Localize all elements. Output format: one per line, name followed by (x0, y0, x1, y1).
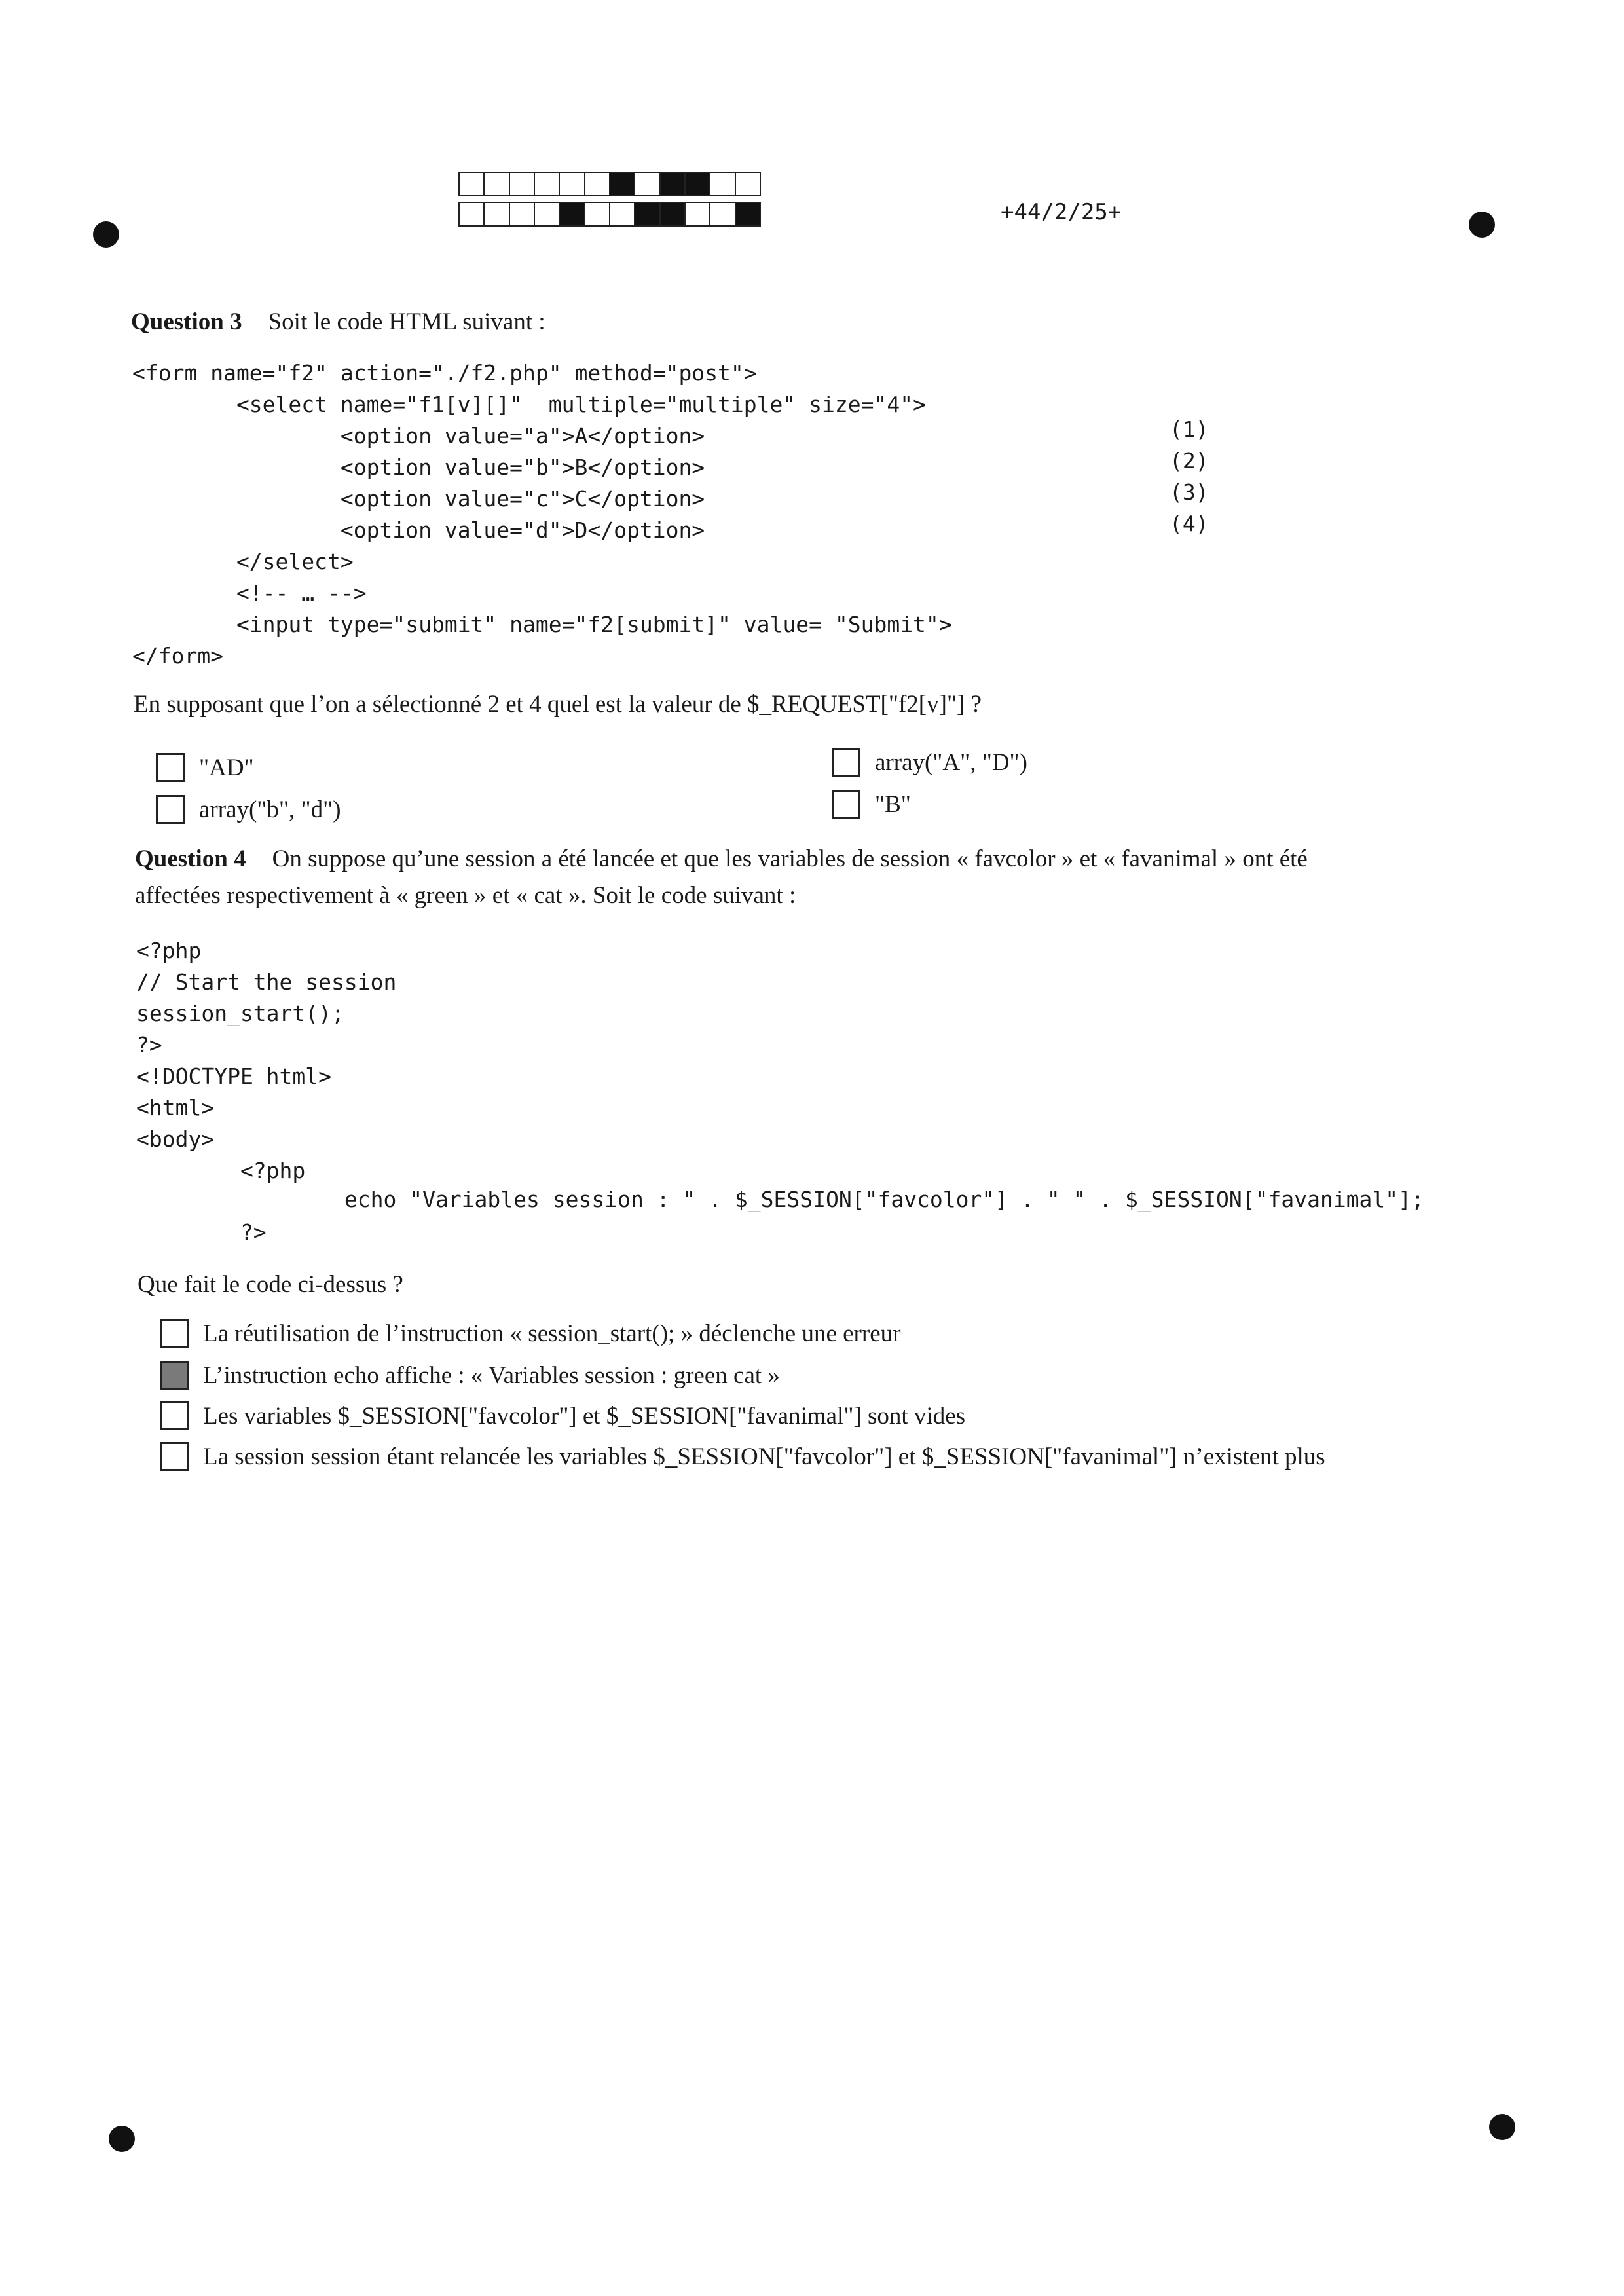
option-label: L’instruction echo affiche : « Variables session : green cat » (203, 1361, 780, 1389)
question-4-intro-continued: affectées respectivement à « green » et « cat ». Soit le code suivant : (135, 882, 796, 909)
answer-option[interactable] (160, 1361, 780, 1390)
question-3-heading (131, 308, 545, 336)
line-number: (2) (1170, 448, 1209, 473)
code-line: <html> (136, 1095, 215, 1120)
barcode-cell (559, 172, 585, 196)
checkbox[interactable] (832, 748, 860, 777)
code-line: <?php (136, 938, 202, 963)
barcode-cell (684, 202, 710, 227)
question-label: Question 3 (131, 308, 242, 335)
option-label: array("A", "D") (875, 749, 1027, 776)
code-line: <input type="submit" name="f2[submit]" value= "Submit"> (132, 612, 952, 637)
answer-option[interactable] (832, 790, 911, 819)
barcode-cell (458, 202, 485, 227)
answer-option[interactable] (160, 1442, 1325, 1471)
line-number: (1) (1170, 417, 1209, 442)
checkbox[interactable] (160, 1401, 189, 1430)
code-line: </form> (132, 643, 224, 669)
barcode-cell (584, 202, 610, 227)
option-label: La session session étant relancée les variables $_SESSION["favcolor"] et $_SESSION["favanimal"] n’existent plus (203, 1443, 1325, 1470)
code-line: </select> (132, 549, 354, 574)
option-label: array("b", "d") (199, 796, 341, 823)
question-intro: On suppose qu’une session a été lancée et que les variables de session « favcolor » et « favanimal » ont été (272, 845, 1308, 872)
barcode-cell (534, 172, 560, 196)
checkbox[interactable] (160, 1442, 189, 1471)
barcode-cell (659, 202, 686, 227)
answer-option[interactable] (160, 1319, 900, 1348)
question-4-prompt: Que fait le code ci-dessus ? (138, 1271, 403, 1298)
code-line: <option value="a">A</option> (132, 423, 705, 449)
barcode-cell (634, 202, 660, 227)
line-number: (3) (1170, 479, 1209, 505)
barcode-row (458, 172, 760, 196)
option-label: La réutilisation de l’instruction « session_start(); » déclenche une erreur (203, 1320, 901, 1347)
code-line: // Start the session (136, 969, 397, 995)
code-line: <option value="d">D</option> (132, 517, 705, 543)
barcode-cell (735, 202, 761, 227)
barcode-cell (509, 202, 535, 227)
option-label: "AD" (199, 754, 254, 781)
barcode-cell (609, 202, 635, 227)
checkbox-checked[interactable] (160, 1361, 189, 1390)
line-number: (4) (1170, 511, 1209, 536)
barcode-cell (735, 172, 761, 196)
code-line: session_start(); (136, 1001, 344, 1026)
page-code: +44/2/25+ (1001, 199, 1122, 225)
barcode-cell (458, 172, 485, 196)
checkbox[interactable] (160, 1319, 189, 1348)
barcode-cell (659, 172, 686, 196)
code-line: <!-- … --> (132, 580, 367, 606)
registration-dot-top-right (1469, 212, 1495, 238)
code-line: <form name="f2" action="./f2.php" method="post"> (132, 360, 757, 386)
barcode-cell (509, 172, 535, 196)
code-line: <option value="c">C</option> (132, 486, 705, 511)
registration-dot-bottom-right (1489, 2114, 1515, 2140)
barcode-cell (584, 172, 610, 196)
code-line: <select name="f1[v][]" multiple="multiple" size="4"> (132, 392, 926, 417)
code-line: ?> (136, 1032, 162, 1058)
barcode-cell (709, 172, 735, 196)
barcode-cell (483, 202, 509, 227)
answer-option[interactable] (832, 748, 1027, 777)
code-line: <!DOCTYPE html> (136, 1064, 332, 1089)
barcode-cell (559, 202, 585, 227)
barcode-cell (483, 172, 509, 196)
barcode-cell (684, 172, 710, 196)
registration-dot-top-left (93, 221, 119, 248)
barcode-cell (709, 202, 735, 227)
checkbox[interactable] (156, 753, 185, 782)
code-line: <?php (136, 1158, 306, 1183)
barcode-row (458, 202, 760, 227)
code-line: <body> (136, 1126, 215, 1152)
answer-option[interactable] (156, 795, 341, 824)
answer-option[interactable] (156, 753, 254, 782)
option-label: Les variables $_SESSION["favcolor"] et $_SESSION["favanimal"] sont vides (203, 1402, 966, 1430)
answer-option[interactable] (160, 1401, 965, 1430)
option-label: "B" (875, 790, 911, 818)
question-label: Question 4 (135, 845, 246, 872)
question-4-heading (135, 845, 1308, 873)
question-3-prompt: En supposant que l’on a sélectionné 2 et 4 quel est la valeur de $_REQUEST["f2[v]"] ? (134, 691, 982, 718)
question-intro: Soit le code HTML suivant : (268, 308, 545, 335)
code-line: <option value="b">B</option> (132, 454, 705, 480)
checkbox[interactable] (156, 795, 185, 824)
code-line: echo "Variables session : " . $_SESSION["favcolor"] . " " . $_SESSION["favanimal"]; (136, 1187, 1424, 1212)
registration-dot-bottom-left (109, 2126, 135, 2152)
barcode-cell (534, 202, 560, 227)
code-line: ?> (136, 1219, 267, 1245)
barcode-cell (609, 172, 635, 196)
checkbox[interactable] (832, 790, 860, 819)
barcode-cell (634, 172, 660, 196)
